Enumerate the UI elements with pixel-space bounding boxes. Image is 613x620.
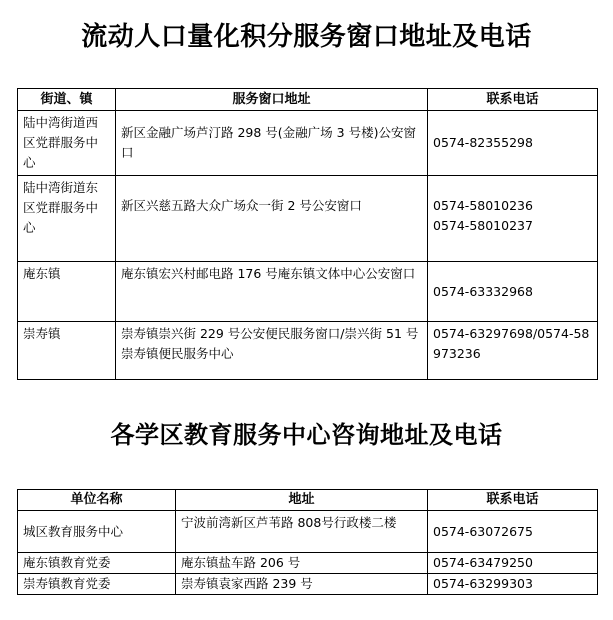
unit-name-cell: 庵东镇教育党委: [18, 553, 176, 574]
table-row: [18, 322, 598, 380]
address-cell: 宁波前湾新区芦苇路 808号行政楼二楼: [176, 511, 428, 553]
phone-number: 0574-63297698/0574-58973236: [433, 326, 590, 361]
phone-cell: 0574-63299303: [428, 574, 598, 595]
phone-number: 0574-58010237: [433, 218, 533, 233]
header-address: 服务窗口地址: [116, 89, 428, 111]
title-education-centers: 各学区教育服务中心咨询地址及电话: [110, 420, 503, 449]
table-row: [18, 553, 598, 574]
phone-number: 0574-82355298: [433, 135, 533, 150]
table-row: [18, 111, 598, 176]
title-service-windows: 流动人口量化积分服务窗口地址及电话: [81, 22, 532, 52]
street-cell: 庵东镇: [18, 262, 116, 322]
header-phone: 联系电话: [428, 490, 598, 511]
table-row: [18, 262, 598, 322]
address-cell: 庵东镇宏兴村邮电路 176 号庵东镇文体中心公安窗口: [116, 262, 428, 322]
street-cell: 崇寿镇: [18, 322, 116, 380]
unit-name-cell: 崇寿镇教育党委: [18, 574, 176, 595]
header-phone: 联系电话: [428, 89, 598, 111]
address-cell: 庵东镇盐车路 206 号: [176, 553, 428, 574]
table-row: [18, 176, 598, 262]
phone-cell: 0574-63479250: [428, 553, 598, 574]
address-cell: 新区金融广场芦汀路 298 号(金融广场 3 号楼)公安窗口: [116, 111, 428, 176]
table-header-row: [18, 490, 598, 511]
street-cell: 陆中湾街道东区党群服务中心: [18, 176, 116, 262]
table-header-row: [18, 89, 598, 111]
education-center-table: [17, 489, 598, 595]
address-cell: 崇寿镇崇兴街 229 号公安便民服务窗口/崇兴街 51 号崇寿镇便民服务中心: [116, 322, 428, 380]
service-window-table: [17, 88, 598, 380]
header-address: 地址: [176, 490, 428, 511]
unit-name-cell: 城区教育服务中心: [18, 511, 176, 553]
header-unit-name: 单位名称: [18, 490, 176, 511]
table-row: [18, 511, 598, 553]
street-cell: 陆中湾街道西区党群服务中心: [18, 111, 116, 176]
phone-cell: [428, 262, 598, 322]
header-street: 街道、镇: [18, 89, 116, 111]
phone-number: 0574-58010236: [433, 198, 533, 213]
address-cell: 崇寿镇袁家西路 239 号: [176, 574, 428, 595]
phone-cell: [428, 322, 598, 380]
phone-cell: [428, 176, 598, 262]
phone-number: 0574-63332968: [433, 283, 533, 299]
phone-cell: [428, 111, 598, 176]
phone-cell: 0574-63072675: [428, 511, 598, 553]
address-cell: 新区兴慈五路大众广场众一街 2 号公安窗口: [116, 176, 428, 262]
table-row: [18, 574, 598, 595]
